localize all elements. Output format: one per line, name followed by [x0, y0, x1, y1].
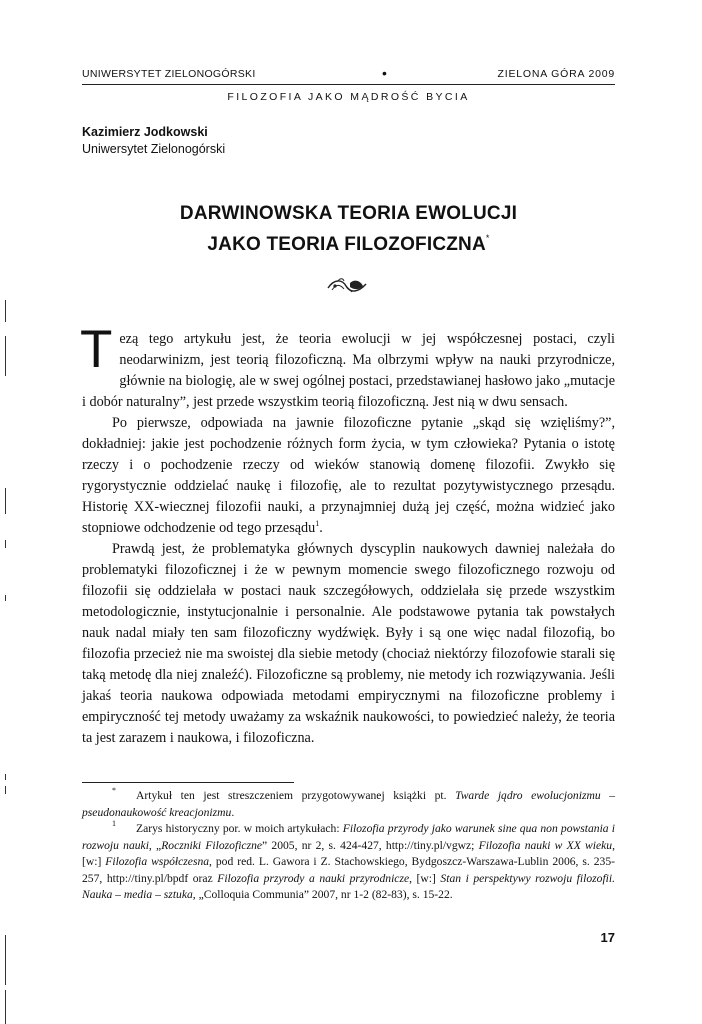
footnote-star-text-b: .: [231, 805, 235, 819]
author-affiliation: Uniwersytet Zielonogórski: [82, 142, 226, 156]
running-header: [82, 65, 615, 82]
footnote-1-i3: Filozofia nauki w XX wieku: [478, 838, 613, 852]
header-rule: [82, 84, 615, 85]
footnote-star-title: Twarde jądro ewolucjonizmu – pseudonaukowość kreacjonizmu: [82, 789, 615, 819]
author-block: [82, 124, 225, 158]
footnote-1-t7: , „Colloquia Communia” 2007, nr 1-2 (82-83), s. 15-22.: [192, 888, 453, 901]
footnote-ref-1[interactable]: 1: [315, 519, 320, 528]
article-title: [82, 202, 615, 257]
title-line-2-text: JAKO TEORIA FILOZOFICZNA: [207, 234, 486, 255]
paragraph-3-text: Prawdą jest, że problematyka głównych dyscyplin naukowych dawniej należała do problematyki filozoficznej i że w pewnym momencie swego filozoficznego rozwoju od filozofii się oddzielała w postaci nauk szczegółowych, oddzielała się przede wszystkim metodologicznie, instytucjonalnie i personalnie. Ale podstawowe pytania tak powstałych nauk nadal miały ten sam filozoficzny wydźwięk. Były i są one więc nadal filozofią, bo filozofia przecież nie ma swoistej dla siebie metody (chociaż niektórzy filozofowie starali się taką metodę dla niej znaleźć). Filozoficzne są problemy, nie metody ich rozwiązywania. Jeśli jakaś teoria naukowa odpowiada metodami empirycznymi na filozoficzne problemy i empiryczność tej metody uważamy za wskaźnik naukowości, to powiedzieć należy, że teoria ta jest zarazem i naukowa, i filozoficzna.: [82, 541, 615, 746]
paragraph-2-text: Po pierwsze, odpowiada na jawnie filozoficzne pytanie „skąd się wzięliśmy?”, dokładniej: jakie jest pochodzenie różnych form życia, w tym człowieka? Pytania o istotę rzeczy i o pochodzenie rzeczy od wieków stanowią domenę filozofii. Zwykło się rygorystycznie oddzielać naukę i filozofię, ale to rezultat pozytywistycznego przesądu. Historię XX-wiecznej filozofii nauki, a przynajmniej dużą jej część, można widzieć jako stopniowe odchodzenie od tego przesądu: [82, 415, 615, 536]
paragraph-2: [82, 413, 615, 539]
footnote-1-t2: , „: [148, 838, 162, 852]
paragraph-3: [82, 539, 615, 749]
footnote-1-i2: Roczniki Filozoficzne: [161, 838, 263, 852]
drop-cap: T: [80, 320, 113, 379]
author-name: Kazimierz Jodkowski: [82, 125, 208, 139]
footnote-1-i5: Filozofia przyrody a nauki przyrodnicze: [217, 871, 410, 885]
footnote-1-i6: Stan i perspektywy rozwoju filozofii. Nauka – media – sztuka: [82, 871, 615, 901]
header-bullet: •: [382, 65, 388, 81]
footnote-1-i4: Filozofia współczesna: [105, 855, 210, 868]
fleuron-ornament-icon: [326, 276, 368, 296]
paragraph-2-end: .: [319, 520, 323, 536]
footnote-1-i1: Filozofia przyrody jako warunek sine qua non powstania i rozwoju nauki: [82, 822, 615, 852]
footnote-1-t6: , [w:]: [409, 871, 441, 885]
footnote-1-t5: , pod red. L. Gawora i Z. Stachowskiego, Bydgoszcz-Warszawa-Lublin 2006, s. 235-257, http://tiny.pl/bpdf oraz: [82, 855, 615, 885]
footnote-1-t3: ” 2005, nr 2, s. 424-427, http://tiny.pl/vgwz;: [262, 838, 479, 852]
footnote-1: $^1$ Zarys historyczny por. w moich artykułach: Filozofia przyrody jako warunek sine qua non powstania i rozwoju nauki, „Roczniki Filozoficzne” 2005, nr 2, s. 424-427, http://tiny.pl/vgwz; Filozofia nauki w XX wieku, [w:] Filozofia współczesna, pod red. L. Gawora i Z. Stachowskiego, Bydgoszcz-Warszawa-Lublin 2006, s. 235-257, http://tiny.pl/bpdf oraz Filozofia przyrody a nauki przyrodnicze, [w:] Stan i perspektywy rozwoju filozofii. Nauka – media – sztuka, „Colloquia Communia” 2007, nr 1-2 (82-83), s. 15-22.: [82, 819, 615, 901]
header-place-year: ZIELONA GÓRA 2009: [497, 68, 615, 80]
title-footnote-mark: *: [485, 233, 490, 243]
header-university: UNIWERSYTET ZIELONOGÓRSKI: [82, 68, 256, 80]
page-number: 17: [600, 930, 615, 945]
footnote-1-t1: Zarys historyczny por. w moich artykułach:: [136, 822, 343, 835]
article-body: [80, 320, 615, 749]
scan-edge-marks: [0, 0, 12, 1024]
footnote-star: * Artykuł ten jest streszczeniem przygotowywanej książki pt. Twarde jądro ewolucjonizmu – pseudonaukowość kreacjonizmu.: [82, 786, 615, 819]
title-line-1: DARWINOWSKA TEORIA EWOLUCJI: [179, 203, 518, 224]
footnotes: [82, 788, 615, 904]
series-title: FILOZOFIA JAKO MĄDROŚĆ BYCIA: [227, 91, 470, 103]
footnote-rule: [82, 782, 294, 783]
paragraph-1: [80, 320, 615, 413]
footnote-1-t4: , [w:]: [82, 838, 615, 868]
footnote-star-text-a: Artykuł ten jest streszczeniem przygotowywanej książki pt.: [136, 789, 456, 802]
title-line-2: [82, 226, 615, 257]
paragraph-1-text: ezą tego artykułu jest, że teoria ewolucji w jej współczesnej postaci, czyli neodarwinizm, jest teorią filozoficzną. Ma olbrzymi wpływ na nauki przyrodnicze, głównie na biologię, ale w swej ogólnej postaci, przedstawianej hasłowo jako „mutacje i dobór naturalny”, jest przede wszystkim teorią filozoficzną. Jest nią w dwu sensach.: [82, 331, 615, 410]
